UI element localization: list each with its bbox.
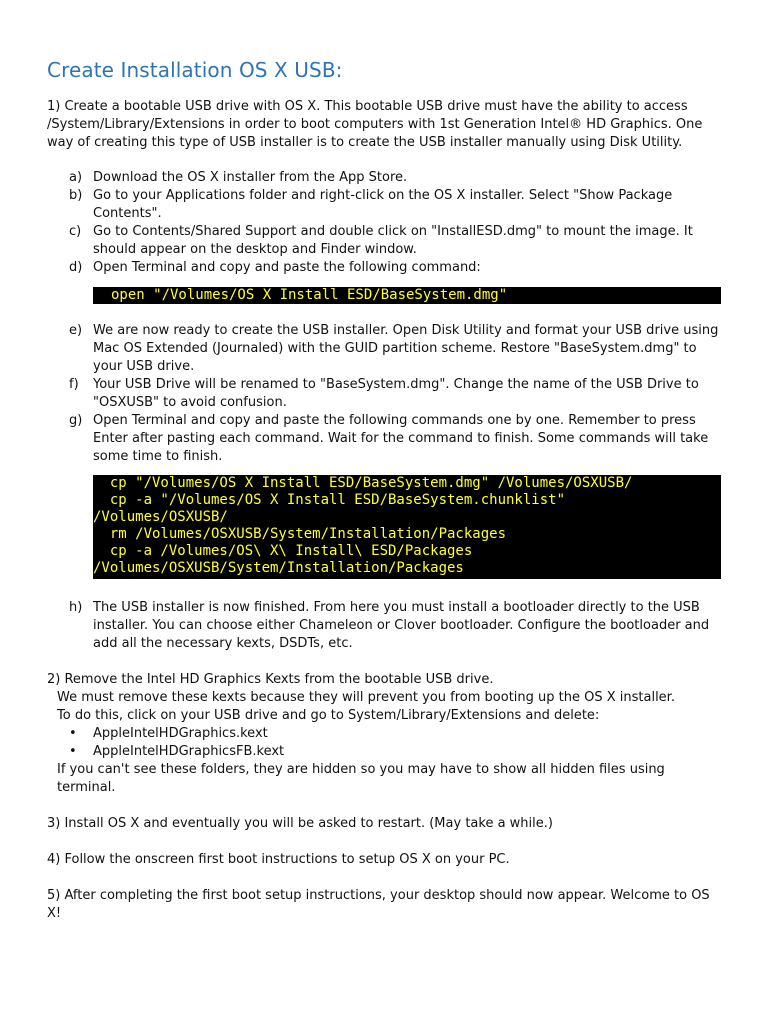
step-2-instruction: To do this, click on your USB drive and go to System/Library/Extensions and delete: <box>57 708 600 723</box>
step-1-list-continued <box>69 322 723 466</box>
list-item-text: Go to your Applications folder and right-click on the OS X installer. Select "Show Package Contents". <box>93 188 673 221</box>
list-marker: f) <box>69 377 79 392</box>
step-2-note: If you can't see these folders, they are hidden so you may have to show all hidden files using terminal. <box>57 762 665 795</box>
list-item-text: Your USB Drive will be renamed to "BaseSystem.dmg". Change the name of the USB Drive to "OSXUSB" to avoid confusion. <box>93 377 699 410</box>
list-item-text: We are now ready to create the USB installer. Open Disk Utility and format your USB drive using Mac OS Extended (Journaled) with the GUID partition scheme. Restore "BaseSystem.dmg" to your USB drive. <box>93 323 719 374</box>
step-2-explanation: We must remove these kexts because they will prevent you from booting up the OS X installer. <box>57 690 675 705</box>
page-title: Create Installation OS X USB: <box>47 58 343 82</box>
bullet-item <box>47 743 723 761</box>
bullet-text: AppleIntelHDGraphics.kext <box>93 726 268 741</box>
step-1-list <box>69 169 723 277</box>
spacer <box>47 797 723 815</box>
list-item <box>69 322 723 376</box>
list-item <box>69 376 723 412</box>
bullet-text: AppleIntelHDGraphicsFB.kext <box>93 744 285 759</box>
list-item-text: The USB installer is now finished. From here you must install a bootloader directly to the USB installer. You can choose either Chameleon or Clover bootloader. Configure the bootloader and add all the necessary kexts, DSDTs, etc. <box>93 600 710 651</box>
list-item <box>69 169 723 187</box>
list-item <box>69 223 723 259</box>
terminal-command-block[interactable]: open "/Volumes/OS X Install ESD/BaseSystem.dmg" <box>93 287 721 304</box>
list-item-text: Go to Contents/Shared Support and double click on "InstallESD.dmg" to mount the image. It should appear on the desktop and Finder window. <box>93 224 693 257</box>
step-2-section <box>47 671 723 797</box>
spacer <box>47 833 723 851</box>
list-marker: e) <box>69 323 83 338</box>
list-marker: h) <box>69 600 83 615</box>
list-marker: g) <box>69 413 83 428</box>
step-1-list-final <box>69 599 723 653</box>
list-item <box>69 259 723 277</box>
list-item <box>69 187 723 223</box>
list-marker: a) <box>69 170 83 185</box>
step-4-text: 4) Follow the onscreen first boot instructions to setup OS X on your PC. <box>47 852 510 867</box>
list-item-text: Download the OS X installer from the App Store. <box>93 170 408 185</box>
spacer <box>47 869 723 887</box>
terminal-commands-block[interactable]: cp "/Volumes/OS X Install ESD/BaseSystem.dmg" /Volumes/OSXUSB/ cp -a "/Volumes/OS X Install ESD/BaseSystem.chunklist" /Volumes/OSXUSB/ rm /Volumes/OSXUSB/System/Installation/Packages cp -a /Volumes/OS\ X\ Install\ ESD/Packages /Volumes/OSXUSB/System/Installation/Packages <box>93 475 721 579</box>
list-item <box>69 599 723 653</box>
step-2-heading: 2) Remove the Intel HD Graphics Kexts from the bootable USB drive. <box>47 672 494 687</box>
list-marker: d) <box>69 260 83 275</box>
list-marker: b) <box>69 188 83 203</box>
list-item-text: Open Terminal and copy and paste the following command: <box>93 260 481 275</box>
step-1-intro: 1) Create a bootable USB drive with OS X. This bootable USB drive must have the ability to access /System/Library/Extensions in order to boot computers with 1st Generation Intel® HD Graphics. One way of creating this type of USB installer is to create the USB installer manually using Disk Utility. <box>47 99 703 150</box>
list-item <box>69 412 723 466</box>
list-item-text: Open Terminal and copy and paste the following commands one by one. Remember to press Enter after pasting each command. Wait for the command to finish. Some commands will take some time to finish. <box>93 413 709 464</box>
bullet-item <box>47 725 723 743</box>
bullet-glyph: • <box>69 744 77 759</box>
list-marker: c) <box>69 224 82 239</box>
step-3-text: 3) Install OS X and eventually you will be asked to restart. (May take a while.) <box>47 816 553 831</box>
bullet-glyph: • <box>69 726 77 741</box>
step-5-text: 5) After completing the first boot setup instructions, your desktop should now appear. Welcome to OS X! <box>47 888 710 921</box>
document-page <box>47 56 723 923</box>
